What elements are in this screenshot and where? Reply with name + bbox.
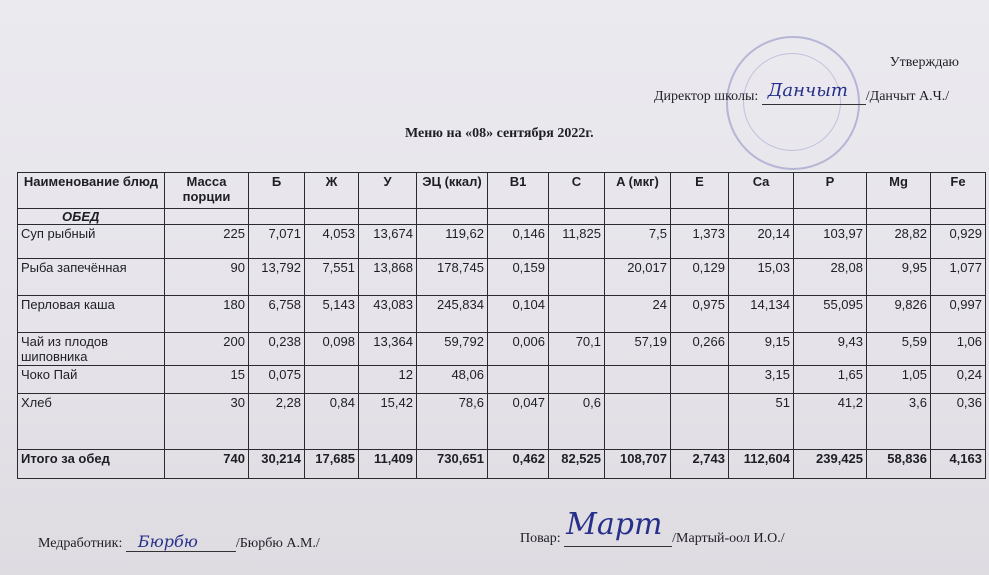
total-row — [18, 450, 986, 479]
dish-name-cell: Итого за обед — [18, 450, 165, 479]
column-header: Наименование блюд — [18, 173, 165, 209]
column-header: Ж — [305, 173, 359, 209]
cook-name: /Мартый-оол И.О./ — [672, 531, 785, 546]
cook-signature-line — [564, 507, 672, 547]
value-cell: 90 — [165, 259, 249, 296]
value-cell: 59,792 — [417, 333, 488, 366]
value-cell: 2,743 — [671, 450, 729, 479]
column-header: Б — [249, 173, 305, 209]
value-cell: 730,651 — [417, 450, 488, 479]
value-cell: 13,868 — [359, 259, 417, 296]
value-cell — [488, 366, 549, 394]
column-header: Ca — [729, 173, 794, 209]
medic-label: Медработник: — [38, 536, 123, 551]
value-cell: 112,604 — [729, 450, 794, 479]
dish-name-cell: Чоко Пай — [18, 366, 165, 394]
value-cell: 43,083 — [359, 296, 417, 333]
value-cell: 0,84 — [305, 394, 359, 450]
value-cell — [549, 296, 605, 333]
value-cell — [605, 366, 671, 394]
value-cell: 17,685 — [305, 450, 359, 479]
value-cell: 28,82 — [867, 225, 931, 259]
column-header: A (мкг) — [605, 173, 671, 209]
value-cell: 108,707 — [605, 450, 671, 479]
value-cell: 0,997 — [931, 296, 986, 333]
cook-label: Повар: — [520, 531, 561, 546]
column-header: C — [549, 173, 605, 209]
medic-signature-line — [126, 532, 236, 552]
dish-name-cell: Перловая каша — [18, 296, 165, 333]
table-row — [18, 296, 986, 333]
director-line — [654, 80, 950, 105]
value-cell: 0,929 — [931, 225, 986, 259]
value-cell: 13,792 — [249, 259, 305, 296]
value-cell: 740 — [165, 450, 249, 479]
approval-label: Утверждаю — [889, 55, 959, 70]
value-cell: 3,15 — [729, 366, 794, 394]
table-row — [18, 259, 986, 296]
value-cell — [305, 366, 359, 394]
value-cell: 3,6 — [867, 394, 931, 450]
value-cell: 0,159 — [488, 259, 549, 296]
value-cell: 119,62 — [417, 225, 488, 259]
medic-name: /Бюрбю А.М./ — [235, 536, 320, 551]
value-cell: 51 — [729, 394, 794, 450]
value-cell: 1,373 — [671, 225, 729, 259]
value-cell: 2,28 — [249, 394, 305, 450]
value-cell: 9,95 — [867, 259, 931, 296]
dish-name-cell: Хлеб — [18, 394, 165, 450]
column-header: У — [359, 173, 417, 209]
value-cell: 48,06 — [417, 366, 488, 394]
value-cell: 7,5 — [605, 225, 671, 259]
value-cell: 20,14 — [729, 225, 794, 259]
value-cell: 57,19 — [605, 333, 671, 366]
value-cell: 15,42 — [359, 394, 417, 450]
value-cell: 55,095 — [794, 296, 867, 333]
value-cell: 5,143 — [305, 296, 359, 333]
value-cell: 70,1 — [549, 333, 605, 366]
value-cell: 0,047 — [488, 394, 549, 450]
value-cell: 0,238 — [249, 333, 305, 366]
value-cell: 58,836 — [867, 450, 931, 479]
value-cell: 1,077 — [931, 259, 986, 296]
value-cell: 20,017 — [605, 259, 671, 296]
section-label: ОБЕД — [18, 209, 165, 225]
value-cell — [671, 366, 729, 394]
cook-signature-block — [520, 507, 785, 547]
value-cell: 1,05 — [867, 366, 931, 394]
column-header: Mg — [867, 173, 931, 209]
cook-signature: Март — [566, 507, 663, 542]
value-cell — [671, 394, 729, 450]
value-cell: 0,006 — [488, 333, 549, 366]
value-cell: 12 — [359, 366, 417, 394]
value-cell: 245,834 — [417, 296, 488, 333]
director-signature-line — [762, 80, 866, 105]
director-name: /Данчыт А.Ч./ — [865, 89, 950, 104]
value-cell — [605, 394, 671, 450]
value-cell: 239,425 — [794, 450, 867, 479]
column-header: Масса порции — [165, 173, 249, 209]
value-cell: 7,071 — [249, 225, 305, 259]
value-cell — [549, 259, 605, 296]
director-label: Директор школы: — [654, 89, 759, 104]
table-row — [18, 394, 986, 450]
table-header-row — [18, 173, 986, 209]
dish-name-cell: Чай из плодов шиповника — [18, 333, 165, 366]
menu-table — [17, 172, 986, 479]
value-cell: 0,098 — [305, 333, 359, 366]
value-cell: 24 — [605, 296, 671, 333]
value-cell: 0,129 — [671, 259, 729, 296]
value-cell: 14,134 — [729, 296, 794, 333]
value-cell: 180 — [165, 296, 249, 333]
table-row — [18, 366, 986, 394]
value-cell: 28,08 — [794, 259, 867, 296]
value-cell: 103,97 — [794, 225, 867, 259]
value-cell: 0,36 — [931, 394, 986, 450]
value-cell: 0,24 — [931, 366, 986, 394]
value-cell: 7,551 — [305, 259, 359, 296]
value-cell: 0,266 — [671, 333, 729, 366]
table-row — [18, 333, 986, 366]
director-signature: Данчыт — [767, 80, 848, 101]
value-cell: 1,06 — [931, 333, 986, 366]
value-cell: 13,364 — [359, 333, 417, 366]
column-header: B1 — [488, 173, 549, 209]
column-header: P — [794, 173, 867, 209]
value-cell: 78,6 — [417, 394, 488, 450]
value-cell: 30,214 — [249, 450, 305, 479]
value-cell: 1,65 — [794, 366, 867, 394]
value-cell: 0,975 — [671, 296, 729, 333]
column-header: Fe — [931, 173, 986, 209]
value-cell: 0,146 — [488, 225, 549, 259]
value-cell: 15 — [165, 366, 249, 394]
value-cell: 11,409 — [359, 450, 417, 479]
value-cell — [549, 366, 605, 394]
value-cell: 9,826 — [867, 296, 931, 333]
value-cell: 9,15 — [729, 333, 794, 366]
column-header: E — [671, 173, 729, 209]
value-cell: 9,43 — [794, 333, 867, 366]
medic-signature: Бюрбю — [137, 532, 198, 551]
dish-name-cell: Суп рыбный — [18, 225, 165, 259]
value-cell: 41,2 — [794, 394, 867, 450]
value-cell: 200 — [165, 333, 249, 366]
medic-signature-block — [38, 532, 320, 552]
value-cell: 225 — [165, 225, 249, 259]
value-cell: 4,053 — [305, 225, 359, 259]
value-cell: 178,745 — [417, 259, 488, 296]
value-cell: 0,462 — [488, 450, 549, 479]
value-cell: 6,758 — [249, 296, 305, 333]
dish-name-cell: Рыба запечённая — [18, 259, 165, 296]
value-cell: 0,104 — [488, 296, 549, 333]
value-cell: 4,163 — [931, 450, 986, 479]
value-cell: 11,825 — [549, 225, 605, 259]
menu-title: Меню на «08» сентября 2022г. — [405, 126, 594, 141]
value-cell: 5,59 — [867, 333, 931, 366]
value-cell: 0,6 — [549, 394, 605, 450]
value-cell: 0,075 — [249, 366, 305, 394]
value-cell: 82,525 — [549, 450, 605, 479]
value-cell: 30 — [165, 394, 249, 450]
value-cell: 15,03 — [729, 259, 794, 296]
column-header: ЭЦ (ккал) — [417, 173, 488, 209]
value-cell: 13,674 — [359, 225, 417, 259]
table-row — [18, 225, 986, 259]
section-row — [18, 209, 986, 225]
